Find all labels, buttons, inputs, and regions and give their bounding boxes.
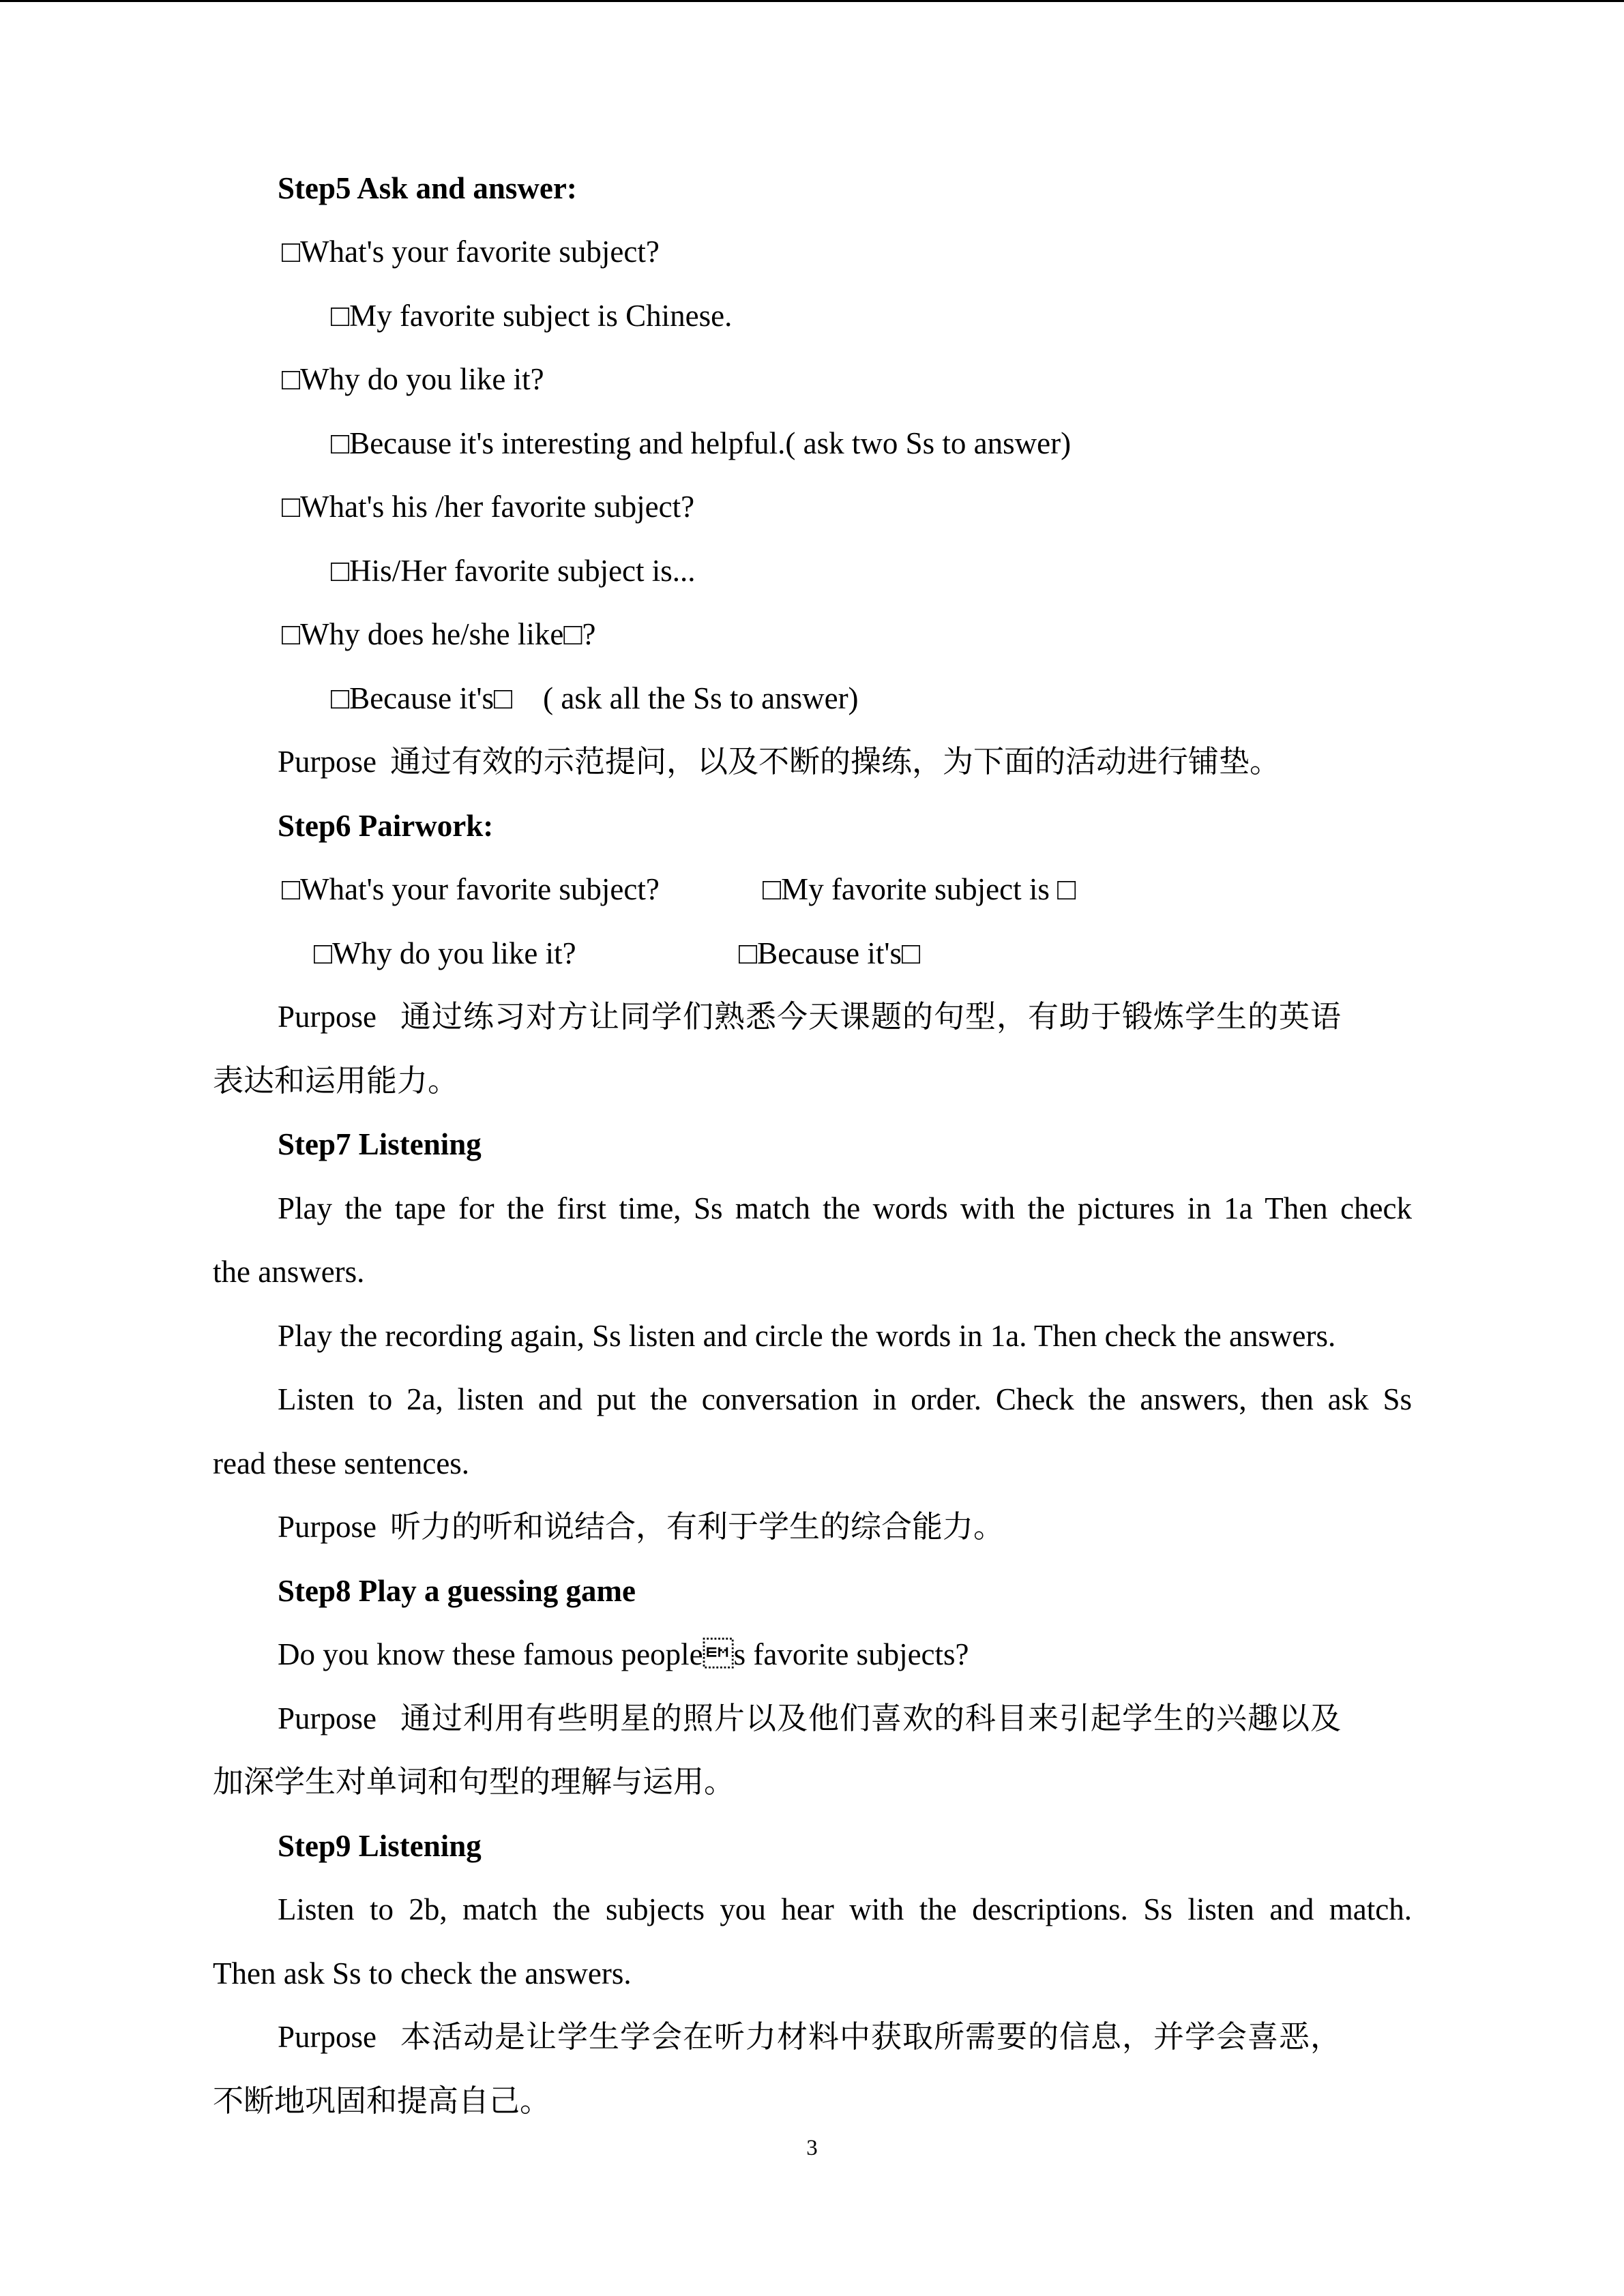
step7-heading: Step7 Listening — [278, 1127, 482, 1161]
purpose-text: 听力的听和说结合，有利于学生的综合能力。 — [390, 1510, 1005, 1544]
step7-paragraph-1-line-1: Play the tape for the first time, Ss match the words with the pictures in 1a Then check — [278, 1191, 1412, 1225]
step7-paragraph-1-line-2: the answers. — [213, 1255, 365, 1289]
step8-purpose-line-1 — [278, 1699, 1412, 1738]
step5-purpose — [278, 743, 1280, 781]
step6-question-1: □What's your favorite subject? — [282, 872, 660, 906]
step9-paragraph-1-line-2: Then ask Ss to check the answers. — [213, 1956, 632, 1991]
step5-question-3: □What's his /her favorite subject? — [282, 490, 695, 524]
step9-paragraph-1-line-1: Listen to 2b, match the subjects you hear with the descriptions. Ss listen and match. — [278, 1892, 1412, 1926]
step7-paragraph-3-line-2: read these sentences. — [213, 1446, 470, 1480]
step9-heading: Step9 Listening — [278, 1829, 482, 1863]
step6-answer-1: □My favorite subject is □ — [763, 872, 1076, 906]
step5-answer-4: □Because it's□ ( ask all the Ss to answer) — [331, 681, 859, 715]
purpose-text: 通过练习对方让同学们熟悉今天课题的句型，有助于锻炼学生的英语 — [400, 1000, 1342, 1034]
step7-paragraph-3-line-1: Listen to 2a, listen and put the conversation in order. Check the answers, then ask Ss — [278, 1382, 1412, 1416]
purpose-label: Purpose — [278, 1510, 377, 1544]
purpose-label: Purpose — [278, 745, 377, 779]
step6-purpose-line-2: 表达和运用能力。 — [213, 1064, 459, 1098]
step5-question-1: □What's your favorite subject? — [282, 235, 660, 269]
step5-answer-3: □His/Her favorite subject is... — [331, 554, 696, 588]
purpose-label: Purpose — [278, 1000, 377, 1034]
page-number: 3 — [806, 2136, 818, 2160]
step9-purpose-line-1 — [278, 2018, 1412, 2056]
step6-question-2: □Why do you like it? — [314, 936, 576, 970]
step6-answer-2: □Because it's□ — [739, 936, 921, 970]
step7-paragraph-2: Play the recording again, Ss listen and circle the words in 1a. Then check the answers. — [278, 1319, 1336, 1353]
step5-answer-1: □My favorite subject is Chinese. — [331, 299, 733, 333]
purpose-text: 本活动是让学生学会在听力材料中获取所需要的信息，并学会喜恶， — [400, 2020, 1342, 2054]
purpose-text: 通过利用有些明星的照片以及他们喜欢的科目来引起学生的兴趣以及 — [400, 1701, 1342, 1735]
step6-purpose-line-1 — [278, 998, 1412, 1036]
step8-paragraph-1: Do you know these famous peoples favorite subjects? — [278, 1637, 969, 1671]
step5-answer-2: □Because it's interesting and helpful.( ask two Ss to answer) — [331, 426, 1072, 460]
step8-heading: Step8 Play a guessing game — [278, 1574, 636, 1608]
step8-purpose-line-2: 加深学生对单词和句型的理解与运用。 — [213, 1765, 735, 1799]
purpose-label: Purpose — [278, 2020, 377, 2054]
step6-heading: Step6 Pairwork: — [278, 809, 494, 843]
step7-purpose — [278, 1508, 1004, 1546]
step5-question-4: □Why does he/she like□? — [282, 617, 596, 651]
purpose-text: 通过有效的示范提问，以及不断的操练，为下面的活动进行铺垫。 — [390, 745, 1281, 779]
purpose-label: Purpose — [278, 1701, 377, 1735]
step5-heading: Step5 Ask and answer: — [278, 171, 577, 205]
step9-purpose-line-2: 不断地巩固和提高自己。 — [213, 2084, 551, 2118]
step5-question-2: □Why do you like it? — [282, 362, 544, 396]
